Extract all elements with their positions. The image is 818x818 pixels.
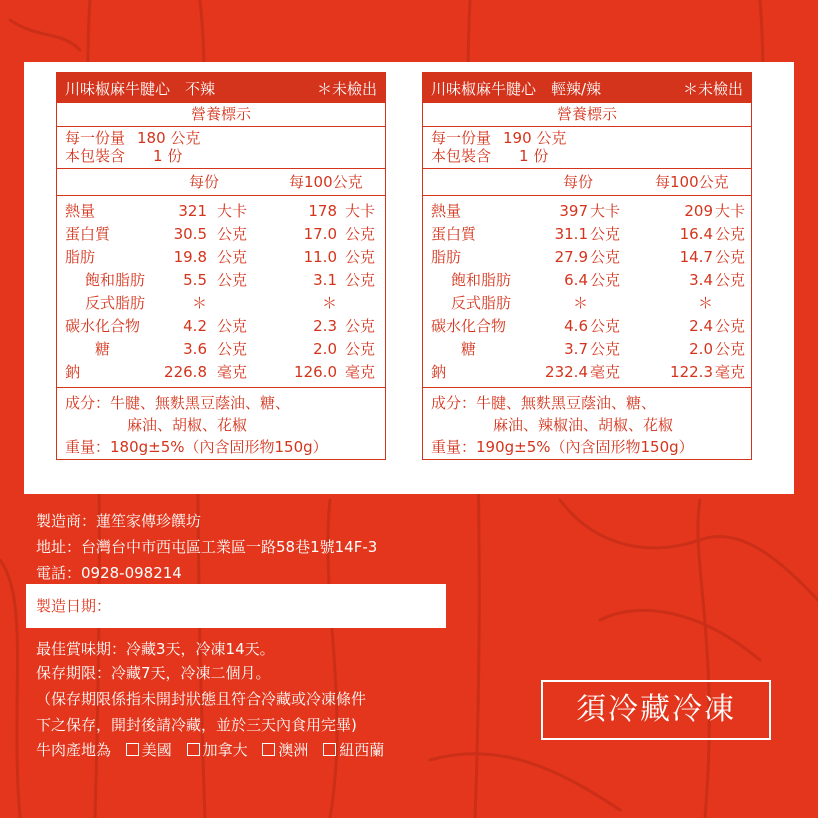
- address-text: 地址：台灣台中市西屯區工業區一路58巷1號14F-3: [36, 538, 378, 556]
- not-detected-note: ＊未檢出: [316, 79, 377, 98]
- column-headers: [423, 169, 751, 196]
- value-per-100g: 11.0: [303, 248, 337, 266]
- storage-note-line: 下之保存，開封後請冷藏，並於三天內食用完畢): [36, 716, 357, 734]
- unit: 公克: [715, 225, 746, 243]
- table-row: [57, 246, 385, 269]
- table-title-bar: [423, 73, 751, 103]
- package-label: 本包裝含: [65, 147, 126, 165]
- ingredients-block: [57, 388, 385, 462]
- unit: 毫克: [590, 363, 621, 381]
- origin-option: 加拿大: [202, 741, 248, 759]
- value-per-serving: 226.8: [164, 363, 207, 381]
- col-per-100g: 每100公克: [655, 173, 729, 191]
- value-per-100g: 16.4: [679, 225, 713, 243]
- col-per-100g: 每100公克: [289, 173, 363, 191]
- value-per-100g: 2.3: [313, 317, 337, 335]
- nutrient-label: 反式脂肪: [85, 294, 146, 312]
- table-row: [423, 292, 751, 315]
- value-per-100g: 3.4: [689, 271, 713, 289]
- unit: 公克: [345, 271, 376, 289]
- col-per-serving: 每份: [189, 173, 220, 191]
- value-per-serving: ＊: [191, 294, 207, 312]
- package-value: 1 份: [153, 147, 183, 165]
- value-per-100g: 122.3: [670, 363, 713, 381]
- nutrient-label: 飽和脂肪: [451, 271, 512, 289]
- value-per-100g: ＊: [321, 294, 337, 312]
- product-title: 川味椒麻牛腱心 不辣: [65, 79, 216, 98]
- ingredients-line: 成分：牛腱、無麩黑豆蔭油、糖、: [431, 394, 657, 412]
- manufacture-date-label: 製造日期：: [36, 597, 112, 615]
- nutrient-label: 碳水化合物: [65, 317, 141, 335]
- unit: 公克: [715, 271, 746, 289]
- manufacturer-text: 製造商：蓮笙家傳珍饌坊: [36, 512, 202, 530]
- table-row: [423, 338, 751, 361]
- serving-value: 180 公克: [137, 129, 201, 147]
- checkbox-icon: [262, 743, 275, 756]
- unit: 大卡: [715, 202, 746, 220]
- package-label: 本包裝含: [431, 147, 492, 165]
- nutrition-table-mild: [56, 72, 386, 460]
- table-row: [57, 315, 385, 338]
- nutrient-label: 糖: [95, 340, 111, 358]
- unit: 毫克: [715, 363, 746, 381]
- serving-label: 每一份量: [431, 129, 492, 147]
- nutrient-label: 脂肪: [431, 248, 462, 266]
- unit: 毫克: [217, 363, 248, 381]
- unit: 大卡: [590, 202, 621, 220]
- ingredients-line: 成分：牛腱、無麩黑豆蔭油、糖、: [65, 394, 291, 412]
- nutrient-label: 熱量: [65, 202, 96, 220]
- nutrient-label: 鈉: [431, 363, 447, 381]
- value-per-serving: 31.1: [554, 225, 588, 243]
- unit: 公克: [217, 248, 248, 266]
- value-per-serving: 321: [178, 202, 207, 220]
- nutrition-panel: [24, 62, 794, 494]
- value-per-100g: 14.7: [679, 248, 713, 266]
- value-per-100g: 3.1: [313, 271, 337, 289]
- value-per-serving: 4.6: [564, 317, 588, 335]
- nutrition-heading: 營養標示: [423, 103, 751, 127]
- nutrition-table-spicy: [422, 72, 752, 460]
- origin-option: 紐西蘭: [339, 741, 385, 759]
- ingredients-line: 麻油、辣椒油、胡椒、花椒: [493, 416, 674, 434]
- unit: 公克: [217, 317, 248, 335]
- table-row: [57, 223, 385, 246]
- checkbox-icon: [323, 743, 336, 756]
- nutrient-label: 蛋白質: [431, 225, 477, 243]
- serving-info: [57, 127, 385, 169]
- nutrient-label: 鈉: [65, 363, 81, 381]
- table-row: [57, 338, 385, 361]
- package-value: 1 份: [519, 147, 549, 165]
- origin-option: 澳洲: [278, 741, 309, 759]
- phone-text: 電話：0928-098214: [36, 564, 182, 582]
- unit: 公克: [590, 271, 621, 289]
- unit: 公克: [345, 248, 376, 266]
- value-per-100g: 178: [308, 202, 337, 220]
- table-row: [423, 315, 751, 338]
- beef-origin-label: 牛肉產地為: [36, 741, 112, 759]
- storage-note-line: （保存期限係指未開封狀態且符合冷藏或冷凍條件: [36, 690, 367, 708]
- nutrient-label: 碳水化合物: [431, 317, 507, 335]
- nutrient-rows: [423, 196, 751, 388]
- serving-label: 每一份量: [65, 129, 126, 147]
- value-per-serving: ＊: [572, 294, 588, 312]
- shelf-life-text: 保存期限：冷藏7天，冷凍二個月。: [36, 664, 271, 682]
- best-before-text: 最佳賞味期：冷藏3天，冷凍14天。: [36, 640, 275, 658]
- table-row: [423, 200, 751, 223]
- unit: 公克: [217, 225, 248, 243]
- value-per-100g: 209: [684, 202, 713, 220]
- keep-refrigerated-stamp: 須冷藏冷凍: [541, 680, 771, 740]
- nutrient-label: 熱量: [431, 202, 462, 220]
- unit: 公克: [590, 317, 621, 335]
- nutrient-label: 糖: [461, 340, 477, 358]
- net-weight: 重量：180g±5%（內含固形物150g）: [65, 438, 328, 456]
- value-per-serving: 27.9: [554, 248, 588, 266]
- table-row: [423, 361, 751, 384]
- serving-info: [423, 127, 751, 169]
- nutrition-heading: 營養標示: [57, 103, 385, 127]
- table-row: [57, 200, 385, 223]
- manufacture-date-box: [26, 584, 446, 628]
- value-per-serving: 6.4: [564, 271, 588, 289]
- table-row: [423, 269, 751, 292]
- value-per-100g: 2.4: [689, 317, 713, 335]
- ingredients-block: [423, 388, 751, 462]
- unit: 公克: [345, 317, 376, 335]
- unit: 公克: [590, 340, 621, 358]
- table-row: [57, 269, 385, 292]
- ingredients-line: 麻油、胡椒、花椒: [127, 416, 248, 434]
- value-per-serving: 5.5: [183, 271, 207, 289]
- value-per-100g: 17.0: [303, 225, 337, 243]
- value-per-serving: 232.4: [545, 363, 588, 381]
- table-row: [57, 361, 385, 384]
- serving-value: 190 公克: [503, 129, 567, 147]
- unit: 公克: [217, 271, 248, 289]
- nutrient-label: 蛋白質: [65, 225, 111, 243]
- unit: 大卡: [217, 202, 248, 220]
- value-per-serving: 3.6: [183, 340, 207, 358]
- unit: 公克: [715, 248, 746, 266]
- value-per-serving: 4.2: [183, 317, 207, 335]
- table-title-bar: [57, 73, 385, 103]
- net-weight: 重量：190g±5%（內含固形物150g）: [431, 438, 694, 456]
- value-per-serving: 19.8: [173, 248, 207, 266]
- nutrient-label: 反式脂肪: [451, 294, 512, 312]
- value-per-100g: 2.0: [689, 340, 713, 358]
- column-headers: [57, 169, 385, 196]
- value-per-100g: 2.0: [313, 340, 337, 358]
- checkbox-icon: [187, 743, 200, 756]
- nutrient-label: 飽和脂肪: [85, 271, 146, 289]
- unit: 公克: [217, 340, 248, 358]
- table-row: [423, 246, 751, 269]
- product-title: 川味椒麻牛腱心 輕辣/辣: [431, 79, 602, 98]
- unit: 毫克: [345, 363, 376, 381]
- checkbox-icon: [126, 743, 139, 756]
- beef-origin-line: [36, 739, 384, 760]
- table-row: [423, 223, 751, 246]
- unit: 公克: [590, 225, 621, 243]
- unit: 公克: [715, 317, 746, 335]
- col-per-serving: 每份: [563, 173, 594, 191]
- unit: 公克: [715, 340, 746, 358]
- unit: 公克: [345, 225, 376, 243]
- origin-option: 美國: [141, 741, 172, 759]
- nutrient-label: 脂肪: [65, 248, 96, 266]
- value-per-100g: ＊: [697, 294, 713, 312]
- value-per-100g: 126.0: [294, 363, 337, 381]
- not-detected-note: ＊未檢出: [682, 79, 743, 98]
- nutrient-rows: [57, 196, 385, 388]
- unit: 公克: [590, 248, 621, 266]
- value-per-serving: 397: [559, 202, 588, 220]
- value-per-serving: 3.7: [564, 340, 588, 358]
- unit: 公克: [345, 340, 376, 358]
- unit: 大卡: [345, 202, 376, 220]
- table-row: [57, 292, 385, 315]
- value-per-serving: 30.5: [173, 225, 207, 243]
